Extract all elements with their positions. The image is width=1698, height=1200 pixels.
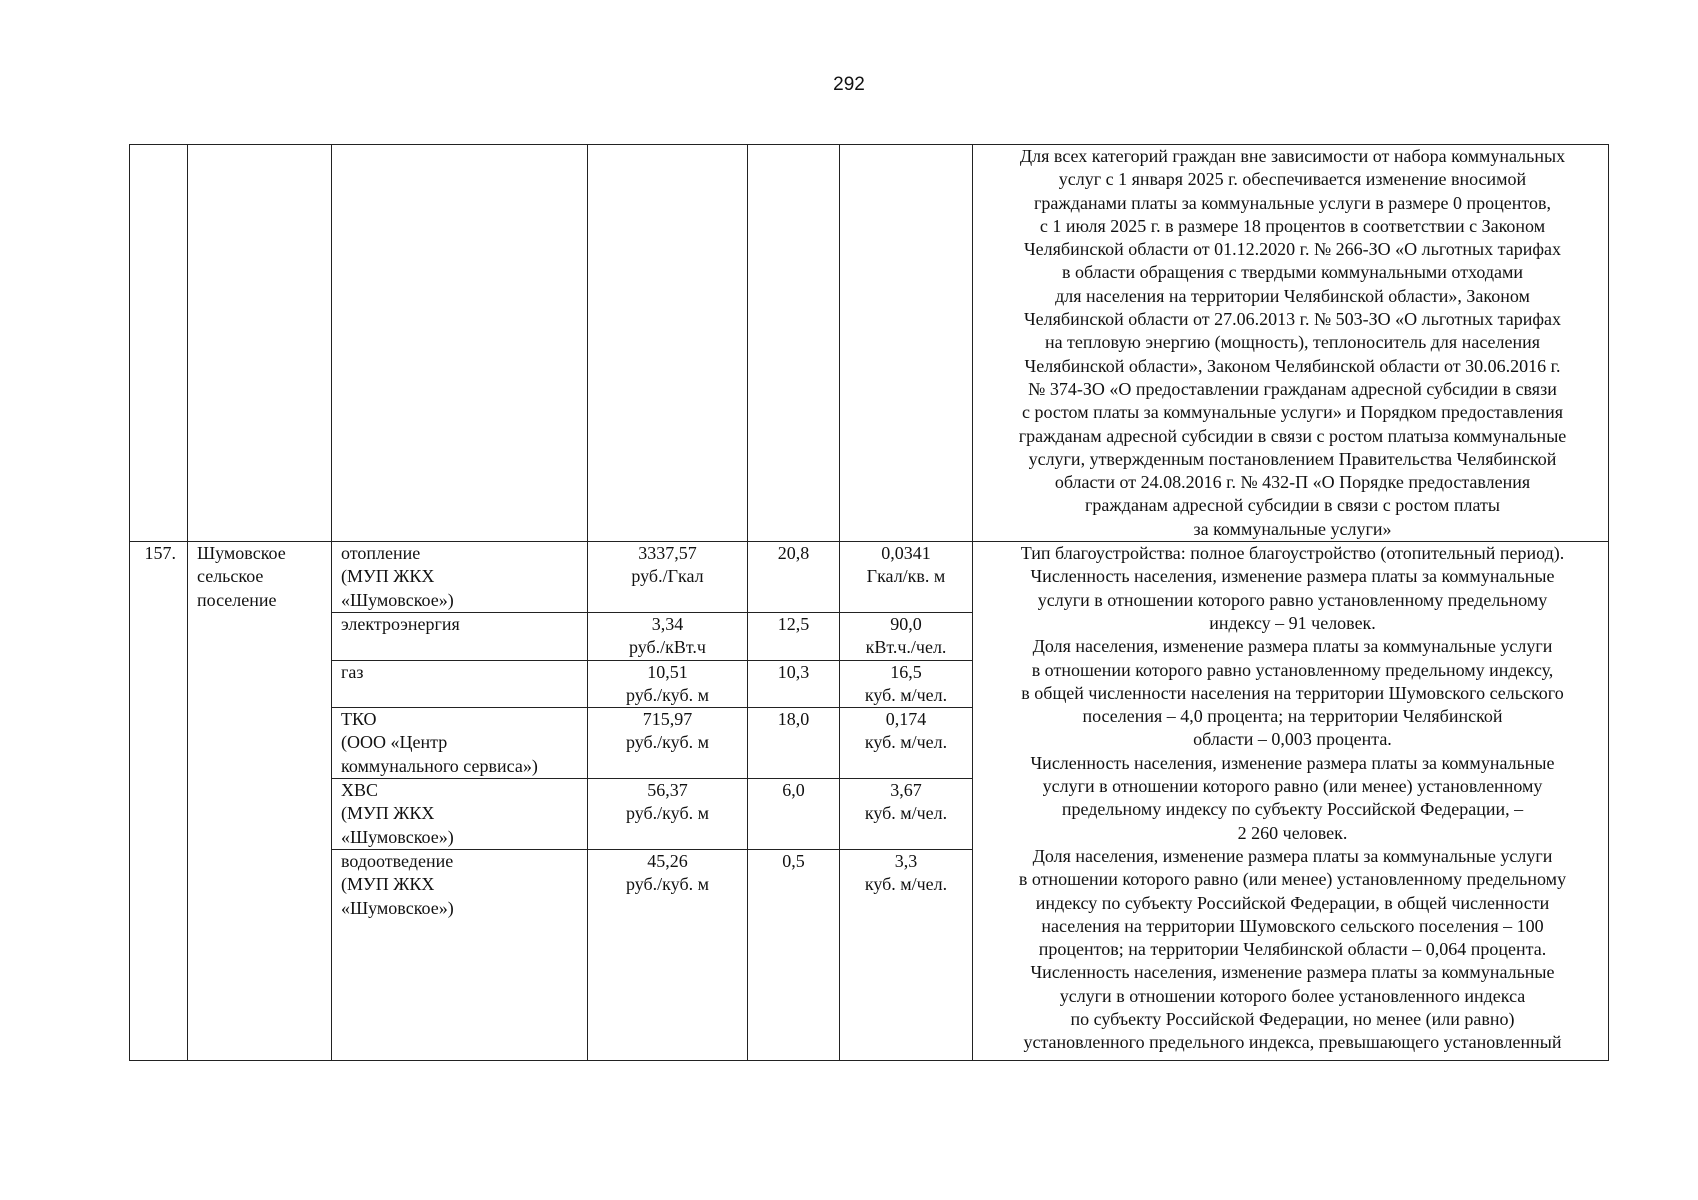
tariff-cell [588, 612, 748, 660]
municipality-cell [188, 542, 332, 1061]
service-line: отопление [341, 543, 421, 564]
note-line: Численность населения, изменение размера платы за коммунальные [1030, 962, 1555, 983]
note-line: 2 260 человек. [1237, 822, 1348, 843]
note-line: Челябинской области от 01.12.2020 г. № 266-ЗО «О льготных тарифах [1023, 239, 1561, 260]
note-line: поселения – 4,0 процента; на территории Челябинской [1082, 706, 1503, 727]
tariff-unit: руб./кВт.ч [628, 637, 706, 658]
service-line: (МУП ЖКХ [341, 803, 435, 824]
tariff-cell [588, 542, 748, 613]
tariff-value: 3337,57 [638, 543, 697, 564]
tariff-value: 10,51 [647, 661, 688, 682]
service-line: «Шумовское») [341, 897, 454, 918]
tariff-unit: руб./куб. м [626, 732, 709, 753]
norm-cell [840, 779, 973, 850]
norm-unit: куб. м/чел. [864, 874, 948, 895]
note-line: Тип благоустройства: полное благоустройство (отопительный период). [1020, 543, 1565, 564]
tariff-unit: руб./Гкал [631, 566, 704, 587]
empty-cell [840, 145, 973, 542]
note-line: гражданам адресной субсидии в связи с ростом платыза коммунальные [1018, 425, 1567, 446]
empty-cell [188, 145, 332, 542]
service-line: газ [341, 661, 364, 682]
note-line: в отношении которого равно (или менее) установленному предельному [1018, 869, 1567, 890]
index-cell: 10,3 [748, 660, 840, 708]
tariff-unit: руб./куб. м [626, 803, 709, 824]
note-line: в общей численности населения на территории Шумовского сельского [1021, 682, 1564, 703]
empty-cell [130, 145, 188, 542]
note-line: услуги в отношении которого равно установленному предельному [1037, 589, 1548, 610]
note-line: с 1 июля 2025 г. в размере 18 процентов в соответствии с Законом [1039, 215, 1546, 236]
note-line: гражданам адресной субсидии в связи с ростом платы [1084, 495, 1500, 516]
note-line: Для всех категорий граждан вне зависимости от набора коммунальных [1019, 146, 1566, 166]
note-line: гражданами платы за коммунальные услуги в размере 0 процентов, [1034, 192, 1551, 213]
entry-note [973, 542, 1609, 1061]
empty-cell [588, 145, 748, 542]
service-line: (МУП ЖКХ [341, 566, 435, 587]
note-line: с ростом платы за коммунальные услуги» и Порядком предоставления [1021, 402, 1564, 423]
note-line: услуги в отношении которого равно (или менее) установленному [1042, 776, 1543, 797]
tariff-value: 56,37 [647, 780, 688, 801]
note-line: услуг с 1 января 2025 г. обеспечивается изменение вносимой [1058, 169, 1527, 190]
empty-cell [748, 145, 840, 542]
note-line: области – 0,003 процента. [1193, 729, 1392, 750]
service-line: ТКО [341, 709, 377, 730]
index-cell: 18,0 [748, 708, 840, 779]
norm-unit: Гкал/кв. м [866, 566, 946, 587]
service-name [332, 660, 588, 708]
note-line: на тепловую энергию (мощность), теплоноситель для населения [1044, 332, 1541, 353]
tariff-value: 715,97 [642, 709, 693, 730]
service-line: электроэнергия [341, 613, 460, 634]
service-name [332, 612, 588, 660]
table-row [130, 542, 1609, 613]
norm-unit: куб. м/чел. [864, 803, 948, 824]
service-line: «Шумовское») [341, 826, 454, 847]
service-line: (МУП ЖКХ [341, 874, 435, 895]
norm-cell [840, 849, 973, 1060]
tariff-cell [588, 849, 748, 1060]
note-line: установленного предельного индекса, превышающего установленный [1023, 1032, 1562, 1053]
norm-unit: кВт.ч./чел. [865, 637, 947, 658]
note-line: Доля населения, изменение размера платы за коммунальные услуги [1032, 845, 1553, 866]
note-line: Челябинской области от 27.06.2013 г. № 503-ЗО «О льготных тарифах [1023, 309, 1561, 330]
municipality-line: Шумовское [197, 543, 286, 564]
tariff-value: 45,26 [647, 850, 688, 871]
service-line: коммунального сервиса») [341, 755, 538, 776]
continuation-note [973, 145, 1609, 542]
municipality-line: сельское [197, 566, 264, 587]
note-line: Численность населения, изменение размера платы за коммунальные [1030, 752, 1555, 773]
page-number: 292 [833, 74, 865, 95]
tariff-unit: руб./куб. м [626, 874, 709, 895]
tariff-cell [588, 779, 748, 850]
norm-value: 16,5 [890, 661, 922, 682]
entry-number: 157. [130, 542, 188, 1061]
service-name [332, 542, 588, 613]
service-line: (ООО «Центр [341, 732, 448, 753]
note-line: для населения на территории Челябинской области», Законом [1055, 285, 1530, 306]
norm-cell [840, 542, 973, 613]
norm-cell [840, 708, 973, 779]
note-line: Численность населения, изменение размера платы за коммунальные [1030, 566, 1555, 587]
note-line: в отношении которого равно установленному предельному индексу, [1031, 659, 1554, 680]
index-cell: 0,5 [748, 849, 840, 1060]
note-line: индексу по субъекту Российской Федерации, в общей численности [1035, 892, 1550, 913]
norm-cell [840, 660, 973, 708]
norm-value: 0,0341 [881, 543, 931, 564]
continuation-row [130, 145, 1609, 542]
service-line: «Шумовское») [341, 589, 454, 610]
note-line: по субъекту Российской Федерации, но менее (или равно) [1070, 1008, 1515, 1029]
tariff-table [129, 144, 1609, 1061]
municipality-line: поселение [197, 589, 277, 610]
note-line: населения на территории Шумовского сельского поселения – 100 [1041, 915, 1544, 936]
service-name [332, 708, 588, 779]
note-line: за коммунальные услуги» [1193, 518, 1392, 539]
note-line: услуги в отношении которого более установленного индекса [1059, 985, 1526, 1006]
service-line: водоотведение [341, 850, 454, 871]
norm-value: 3,3 [894, 850, 918, 871]
index-cell: 20,8 [748, 542, 840, 613]
norm-value: 3,67 [890, 780, 922, 801]
note-line: процентов; на территории Челябинской области – 0,064 процента. [1038, 939, 1547, 960]
norm-value: 0,174 [885, 709, 927, 730]
empty-cell [332, 145, 588, 542]
note-line: индексу – 91 человек. [1209, 612, 1376, 633]
note-line: предельному индексу по субъекту Российской Федерации, – [1061, 799, 1524, 820]
tariff-cell [588, 708, 748, 779]
norm-cell [840, 612, 973, 660]
service-name [332, 779, 588, 850]
tariff-value: 3,34 [651, 613, 684, 634]
note-line: в области обращения с твердыми коммунальными отходами [1061, 262, 1524, 283]
tariff-cell [588, 660, 748, 708]
note-line: Доля населения, изменение размера платы за коммунальные услуги [1032, 636, 1553, 657]
norm-value: 90,0 [890, 613, 922, 634]
tariff-unit: руб./куб. м [626, 684, 709, 705]
note-line: области от 24.08.2016 г. № 432-П «О Порядке предоставления [1054, 472, 1531, 493]
service-line: ХВС [341, 780, 379, 801]
index-cell: 12,5 [748, 612, 840, 660]
note-line: № 374-ЗО «О предоставлении гражданам адресной субсидии в связи [1028, 378, 1557, 399]
norm-unit: куб. м/чел. [864, 732, 948, 753]
note-line: Челябинской области», Законом Челябинской области от 30.06.2016 г. [1024, 355, 1561, 376]
index-cell: 6,0 [748, 779, 840, 850]
note-line: услуги, утвержденным постановлением Правительства Челябинской [1028, 448, 1557, 469]
service-name [332, 849, 588, 1060]
norm-unit: куб. м/чел. [864, 684, 948, 705]
